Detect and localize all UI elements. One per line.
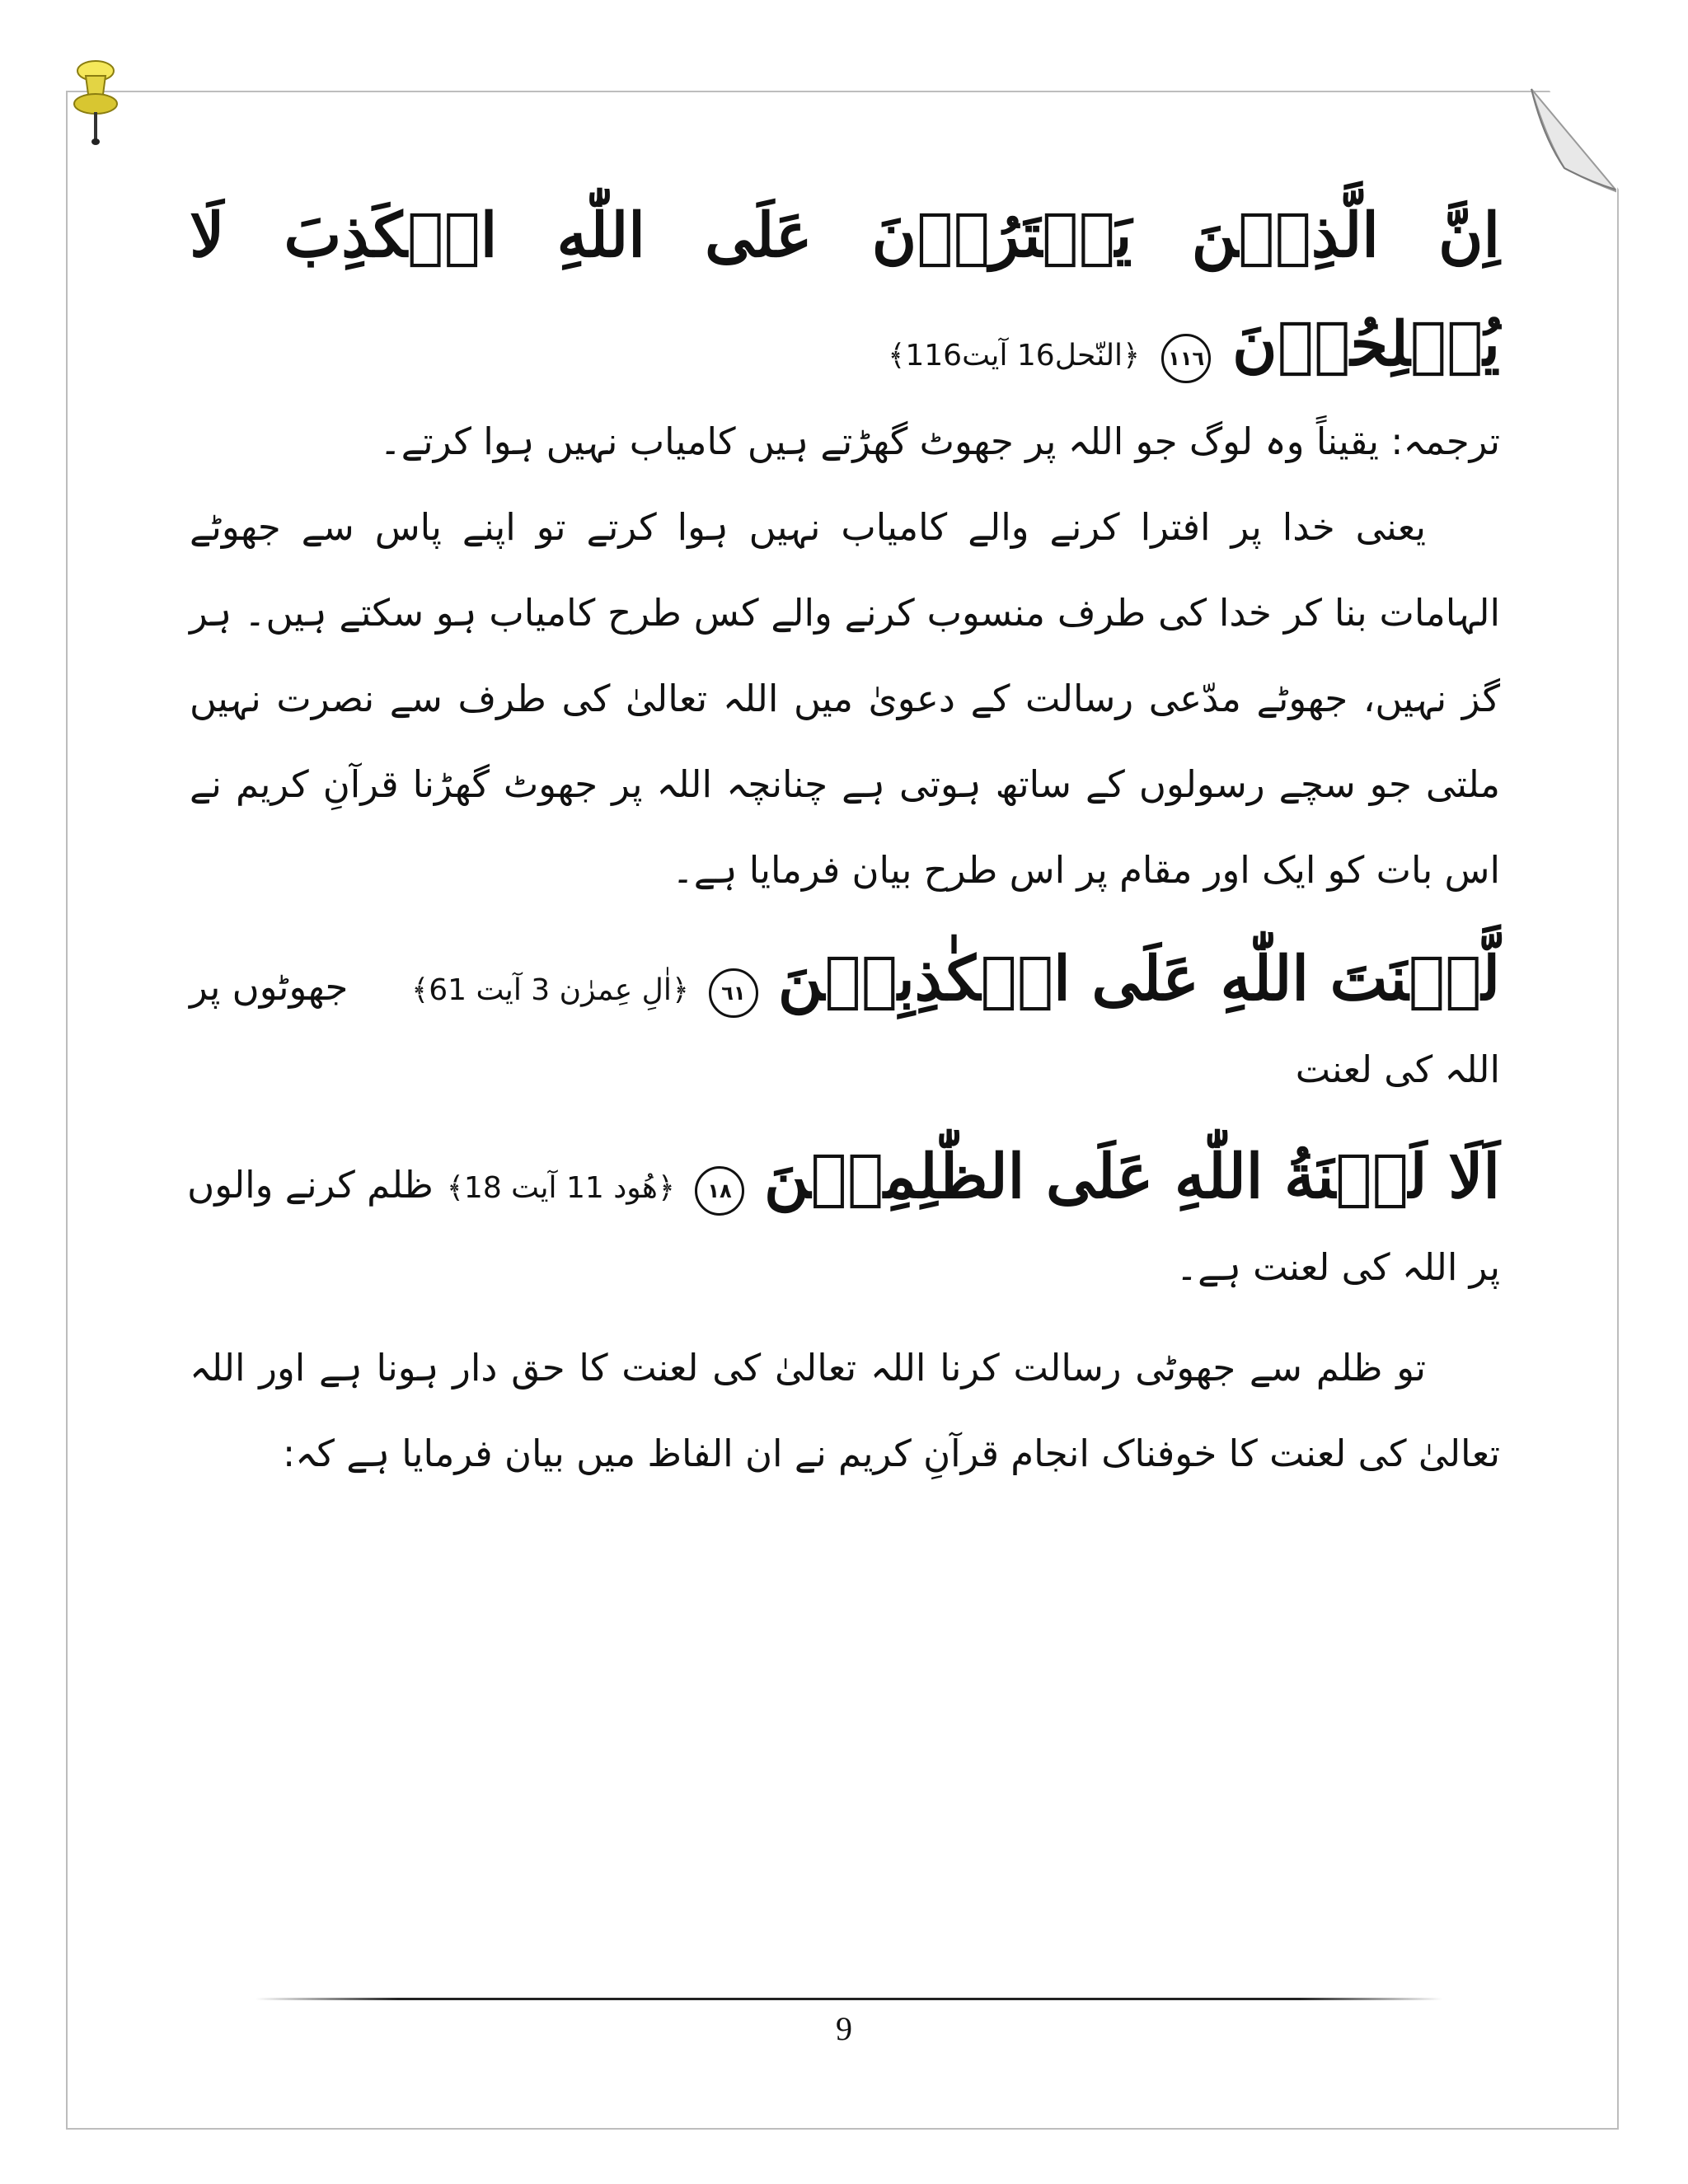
arabic-verse: اَلَا لَعۡنَةُ اللّٰهِ عَلَى الظّٰلِمِيۡنَ	[763, 1141, 1500, 1212]
pushpin-icon	[68, 58, 120, 148]
verse-translation-start: ظلم کرنے والوں	[187, 1163, 434, 1207]
arabic-word: لَا	[190, 200, 225, 271]
verse-translation-end: پر اللہ کی لعنت ہے۔	[1175, 1245, 1500, 1289]
ayah-end-marker: ٦١	[709, 968, 758, 1018]
ayah-end-marker: ١١٦	[1161, 334, 1211, 383]
arabic-word: يَفۡتَرُوۡنَ	[871, 200, 1132, 271]
translation-text: ترجمہ: یقیناً وہ لوگ جو اللہ پر جھوٹ گھڑتے ہیں کامیاب نہیں ہوا کرتے۔	[379, 419, 1500, 463]
arabic-word: اللّٰهِ	[556, 200, 645, 271]
verse-nahl-line1	[190, 181, 1500, 290]
arabic-word: عَلَى	[705, 200, 813, 271]
verse-al-imran	[190, 930, 1500, 1029]
verse-nahl-line2	[190, 290, 1500, 399]
verse-reference: ﴿هُود 11 آیت 18﴾	[446, 1171, 675, 1205]
arabic-verse: لَّعۡنَتَ اللّٰهِ عَلَى الۡكٰذِبِيۡنَ	[777, 944, 1500, 1015]
footer-divider	[256, 1998, 1442, 2000]
verse-translation-end: اللہ کی لعنت	[1295, 1047, 1500, 1091]
page-curl-corner	[1531, 89, 1617, 191]
commentary-paragraph: تو ظلم سے جھوٹی رسالت کرنا اللہ تعالیٰ کی لعنت کا حق دار ہونا ہے اور اللہ تعالیٰ کی لعنت کا خوفناک انجام قرآنِ کریم نے ان الفاظ میں بیان فرمایا ہے کہ:	[190, 1346, 1500, 1475]
page-number: 9	[836, 2010, 852, 2047]
document-body	[187, 181, 1500, 1978]
verse-hud	[187, 1127, 1500, 1226]
arabic-word: الَّذِيۡنَ	[1191, 200, 1379, 271]
verse-translation-start: جھوٹوں پر	[190, 965, 349, 1009]
commentary-paragraph: یعنی خدا پر افترا کرنے والے کامیاب نہیں ہوا کرتے تو اپنے پاس سے جھوٹے الہامات بنا کر خدا کی طرف منسوب کرنے والے کس طرح کامیاب ہو سکتے ہیں۔ ہر گز نہیں، جھوٹے مدّعی رسالت کے دعویٰ میں اللہ تعالیٰ کی طرف سے نصرت نہیں ملتی جو سچے رسولوں کے ساتھ ہوتی ہے چنانچہ اللہ پر جھوٹ گھڑنا قرآنِ کریم نے اس بات کو ایک اور مقام پر اس طرح بیان فرمایا ہے۔	[190, 505, 1500, 892]
verse-reference: ﴿اٰلِ عِمرٰن 3 آیت 61﴾	[411, 973, 689, 1007]
verse-reference: ﴿النّحل16 آیت116﴾	[888, 339, 1141, 373]
ayah-end-marker: ١٨	[695, 1166, 744, 1216]
arabic-word: يُفۡلِحُوۡنَ	[1232, 309, 1500, 380]
arabic-word: اِنَّ	[1438, 200, 1500, 271]
arabic-word: الۡكَذِبَ	[284, 200, 498, 271]
